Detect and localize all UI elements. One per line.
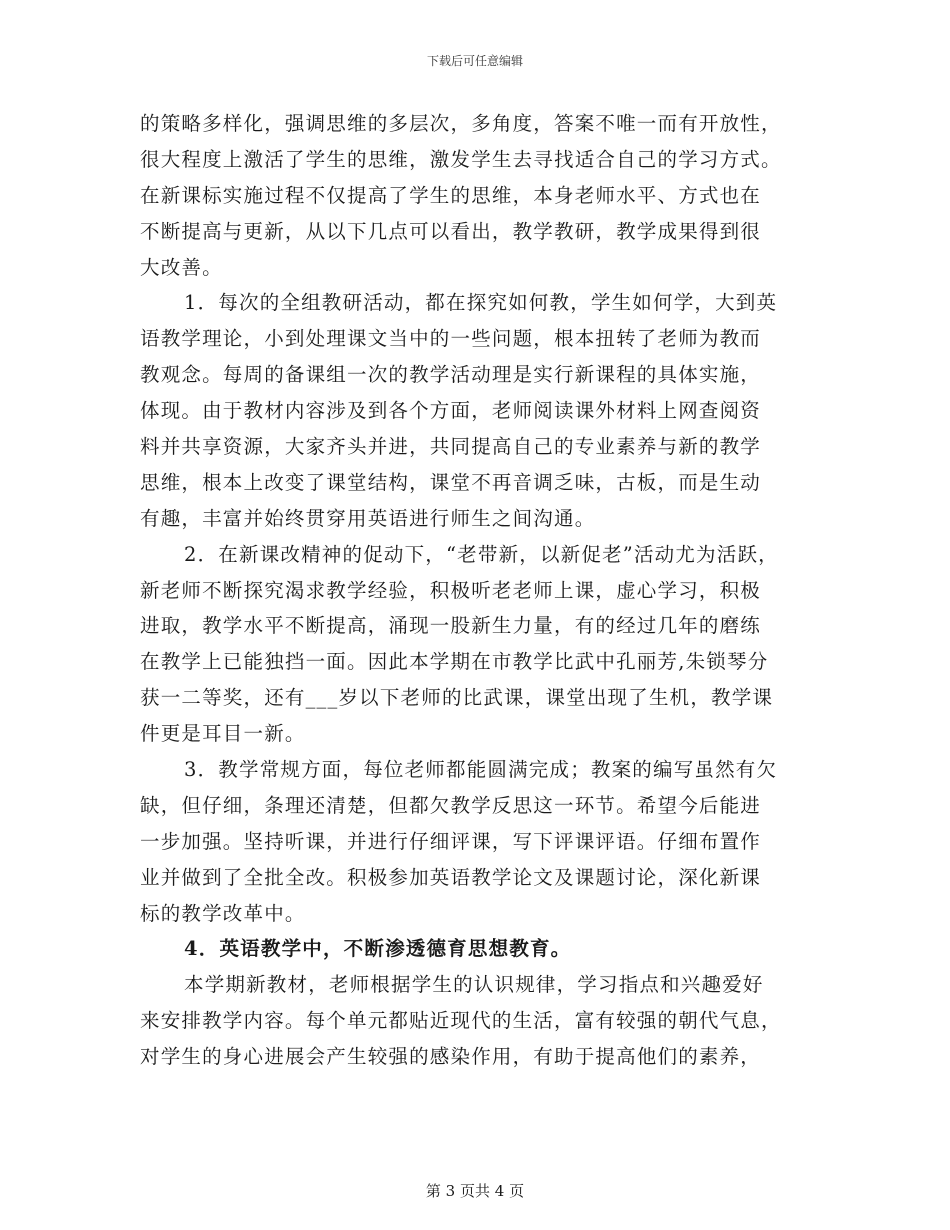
text-line: 不断提高与更新，从以下几点可以看出，教学教研，教学成果得到很 [140,219,762,243]
text-line: 的策略多样化，强调思维的多层次，多角度，答案不唯一而有开放性， [140,112,782,135]
text-line: 进取，教学水平不断提高，涌现一股新生力量，有的经过几年的磨练 [140,614,762,638]
text-line: 语教学理论，小到处理课文当中的一些问题，根本扭转了老师为教而 [140,327,762,351]
text-line: 大改善。 [140,255,223,279]
page-header: 下载后可任意编辑 [426,54,523,68]
text-line: 获一二等奖，还有___岁以下老师的比武课，课堂出现了生机，教学课 [140,686,774,710]
text-line: 标的教学改革中。 [140,901,306,925]
section-heading: 4．英语教学中，不断渗透德育思想教育。 [184,937,572,961]
text-line: 来安排教学内容。每个单元都贴近现代的生活，富有较强的朝代气息， [140,1009,782,1033]
text-line: 业并做到了全批全改。积极参加英语教学论文及课题讨论，深化新课 [140,865,762,889]
text-line: 在新课标实施过程不仅提高了学生的思维，本身老师水平、方式也在 [140,183,762,207]
text-line: 缺，但仔细，条理还清楚，但都欠教学反思这一环节。希望今后能进 [140,793,762,817]
text-line: 对学生的身心进展会产生较强的感染作用，有助于提高他们的素养， [140,1045,762,1069]
text-line: 体现。由于教材内容涉及到各个方面，老师阅读课外材料上网查阅资 [140,399,762,423]
text-line: 思维，根本上改变了课堂结构，课堂不再音调乏味，古板，而是生动 [140,470,762,494]
text-line: 新老师不断探究渴求教学经验，积极听老老师上课，虚心学习，积极 [140,578,762,602]
paragraph-2-start: 2．在新课改精神的促动下，“老带新，以新促老”活动尤为活跃， [184,542,779,566]
text-line: 件更是耳目一新。 [140,722,306,746]
text-line: 很大程度上激活了学生的思维，激发学生去寻找适合自己的学习方式。 [140,147,782,171]
paragraph-4-start: 本学期新教材，老师根据学生的认识规律，学习指点和兴趣爱好 [184,973,764,997]
paragraph-3-start: 3．教学常规方面，每位老师都能圆满完成；教案的编写虽然有欠 [184,758,778,782]
text-line: 在教学上已能独挡一面。因此本学期在市教学比武中孔丽芳,朱锁琴分 [140,650,769,674]
page-footer: 第 3 页共 4 页 [425,1182,525,1200]
paragraph-1-start: 1．每次的全组教研活动，都在探究如何教，学生如何学，大到英 [184,291,778,315]
text-line: 有趣，丰富并始终贯穿用英语进行师生之间沟通。 [140,506,596,530]
text-line: 一步加强。坚持听课，并进行仔细评课，写下评课评语。仔细布置作 [140,829,762,853]
text-line: 教观念。每周的备课组一次的教学活动理是实行新课程的具体实施， [140,363,762,387]
document-body [140,106,832,1075]
text-line: 料并共享资源，大家齐头并进，共同提高自己的专业素养与新的教学 [140,435,762,459]
